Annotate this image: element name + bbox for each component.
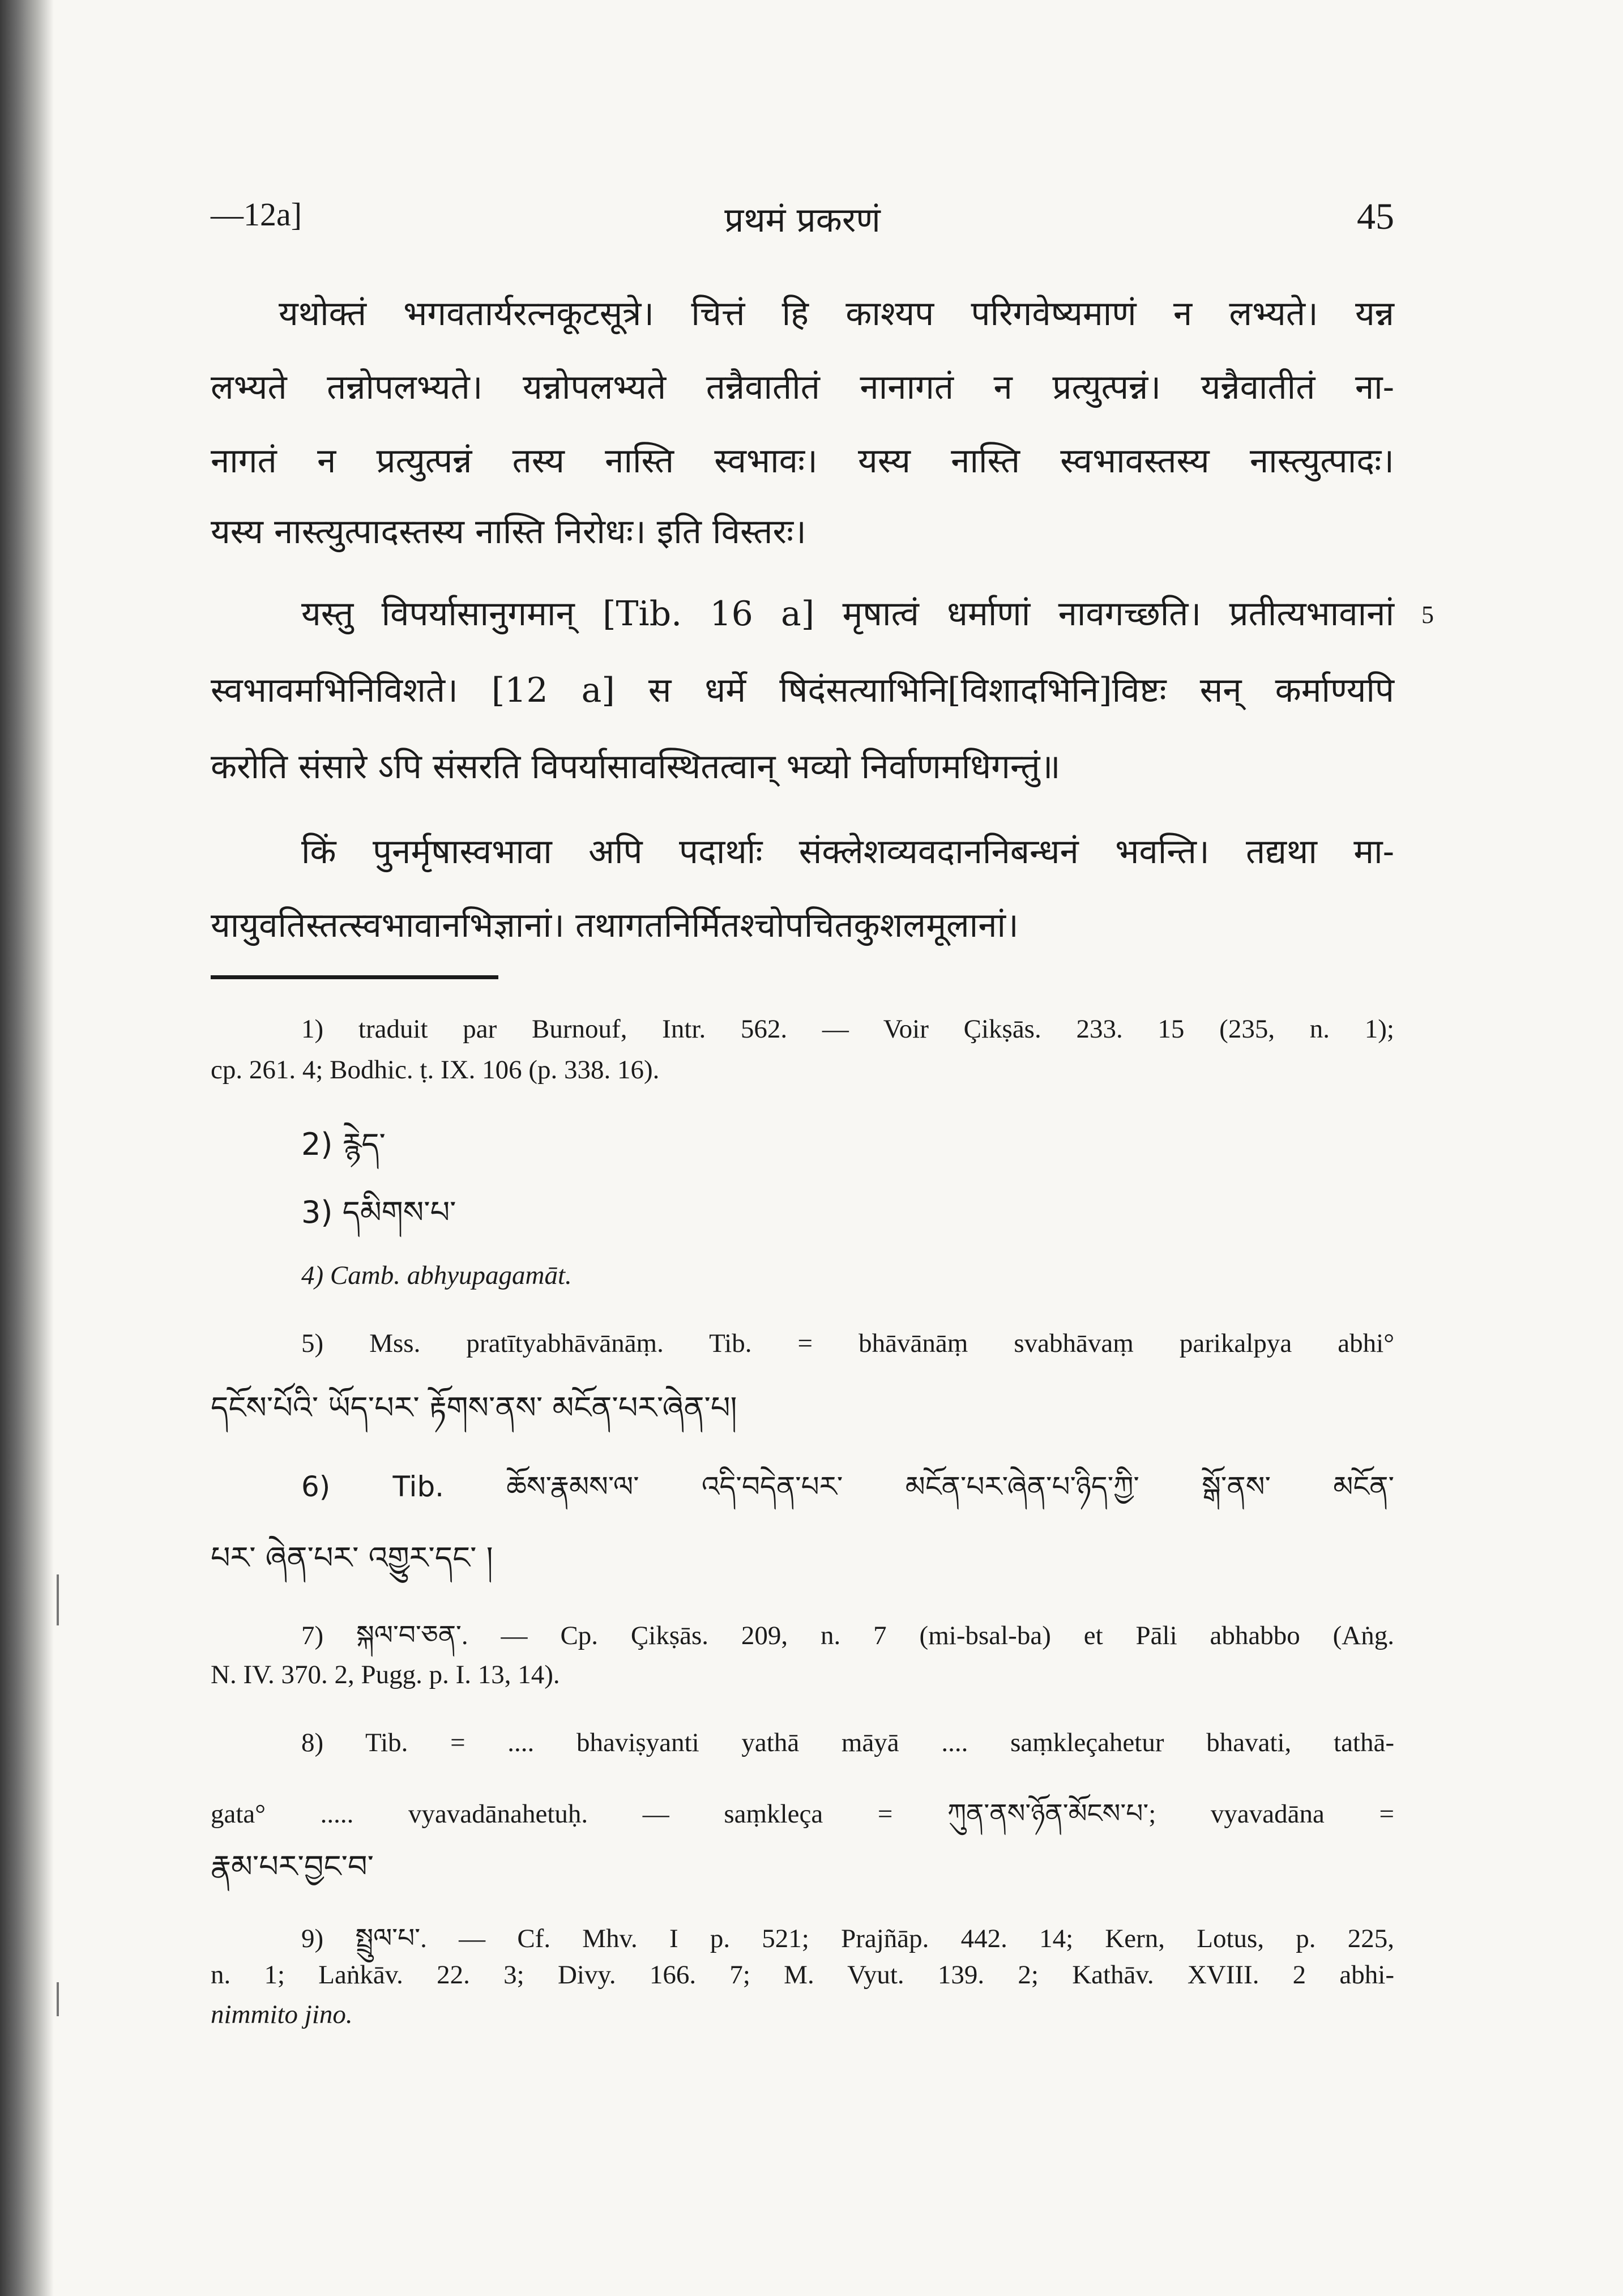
footnote-7: 7) སྐལ་བ་ཅན་. — Cp. Çikṣās. 209, n. 7 (mi-bsal-ba) et Pāli abhabbo (Aṅg. (301, 1621, 1394, 1650)
text-line: यायुवतिस्तत्स्वभावानभिज्ञानां। तथागतनिर्मितश्चोपचितकुशलमूलानां। (211, 906, 1019, 945)
footnote-6: 6) Tib. ཆོས་རྣམས་ལ་ འདི་བདེན་པར་ མངོན་པར་ཞེན་པ་ཉིད་ཀྱི་ སྒོ་ནས་ མངོན་ (301, 1470, 1394, 1503)
page-header (211, 195, 1394, 246)
footnote-separator (211, 975, 498, 979)
page-number: 45 (1357, 196, 1394, 237)
book-spine-shadow (0, 0, 54, 2296)
scan-artifact (57, 1574, 59, 1625)
text-line: नागतं न प्रत्युत्पन्नं तस्य नास्ति स्वभावः। यस्य नास्ति स्वभावस्तस्य नास्त्युत्पादः। (211, 441, 1394, 481)
text-line: लभ्यते तन्नोपलभ्यते। यन्नोपलभ्यते तन्नैवातीतं नानागतं न प्रत्युत्पन्नं। यन्नैवातीतं ना- (211, 368, 1394, 407)
text-line: करोति संसारे ऽपि संसरति विपर्यासावस्थितत्वान् भव्यो निर्वाणमधिगन्तुं॥ (211, 747, 1061, 787)
text-line: स्वभावमभिनिविशते। [12 a] स धर्मे षिदंसत्याभिनि[विशादभिनि]विष्टः सन् कर्माण्यपि (211, 671, 1394, 710)
footnote-5-tibetan: དངོས་པོའི་ ཡོད་པར་ རྟོགས་ནས་ མངོན་པར་ཞེན་པ། (211, 1390, 737, 1426)
text-line: यस्य नास्त्युत्पादस्तस्य नास्ति निरोधः। इति विस्तरः। (211, 512, 806, 552)
footnote-6-cont: པར་ ཞེན་པར་ འགྱུར་དང་ ། (211, 1540, 493, 1576)
header-section-ref: —12a] (211, 196, 302, 233)
footnote-8: 8) Tib. = .... bhaviṣyanti yathā māyā .... saṃkleçahetur bhavati, tathā- (301, 1728, 1394, 1757)
footnote-9-end: nimmito jino. (211, 2000, 353, 2029)
margin-line-number: 5 (1421, 601, 1434, 629)
footnote-2: 2) རྙེད་ (301, 1126, 386, 1162)
footnote-8-tibetan: རྣམ་པར་བྱང་བ་ (211, 1849, 374, 1884)
footnote-1: 1) traduit par Burnouf, Intr. 562. — Voir Çikṣās. 233. 15 (235, n. 1); (301, 1014, 1394, 1044)
footnote-9-cont: n. 1; Laṅkāv. 22. 3; Divy. 166. 7; M. Vyut. 139. 2; Kathāv. XVIII. 2 abhi- (211, 1960, 1394, 1990)
footnote-5: 5) Mss. pratītyabhāvānāṃ. Tib. = bhāvānāṃ svabhāvaṃ parikalpya abhi° (301, 1329, 1394, 1358)
text-line: यथोक्तं भगवतार्यरत्नकूटसूत्रे। चित्तं हि काश्यप परिगवेष्यमाणं न लभ्यते। यन्न (279, 294, 1394, 334)
footnote-4: 4) Camb. abhyupagamāt. (301, 1261, 572, 1290)
text-line: यस्तु विपर्यासानुगमान् [Tib. 16 a] मृषात्वं धर्माणां नावगच्छति। प्रतीत्यभावानां (301, 594, 1394, 634)
scan-artifact (57, 1982, 59, 2016)
header-chapter-title: प्रथमं प्रकरणं (724, 200, 881, 240)
footnote-8-cont: gata° ..... vyavadānahetuḥ. — saṃkleça = ཀུན་ནས་ཉོན་མོངས་པ་; vyavadāna = (211, 1799, 1394, 1829)
footnote-1-cont: cp. 261. 4; Bodhic. ṭ. IX. 106 (p. 338. 16). (211, 1055, 660, 1085)
text-line: किं पुनर्मृषास्वभावा अपि पदार्थाः संक्लेशव्यवदाननिबन्धनं भवन्ति। तद्यथा मा- (301, 832, 1394, 872)
footnote-3: 3) དམིགས་པ་ (301, 1194, 456, 1230)
footnote-7-cont: N. IV. 370. 2, Pugg. p. I. 13, 14). (211, 1660, 560, 1689)
footnote-9: 9) སྤྲུལ་པ་. — Cf. Mhv. I p. 521; Prajñāp. 442. 14; Kern, Lotus, p. 225, (301, 1924, 1394, 1953)
